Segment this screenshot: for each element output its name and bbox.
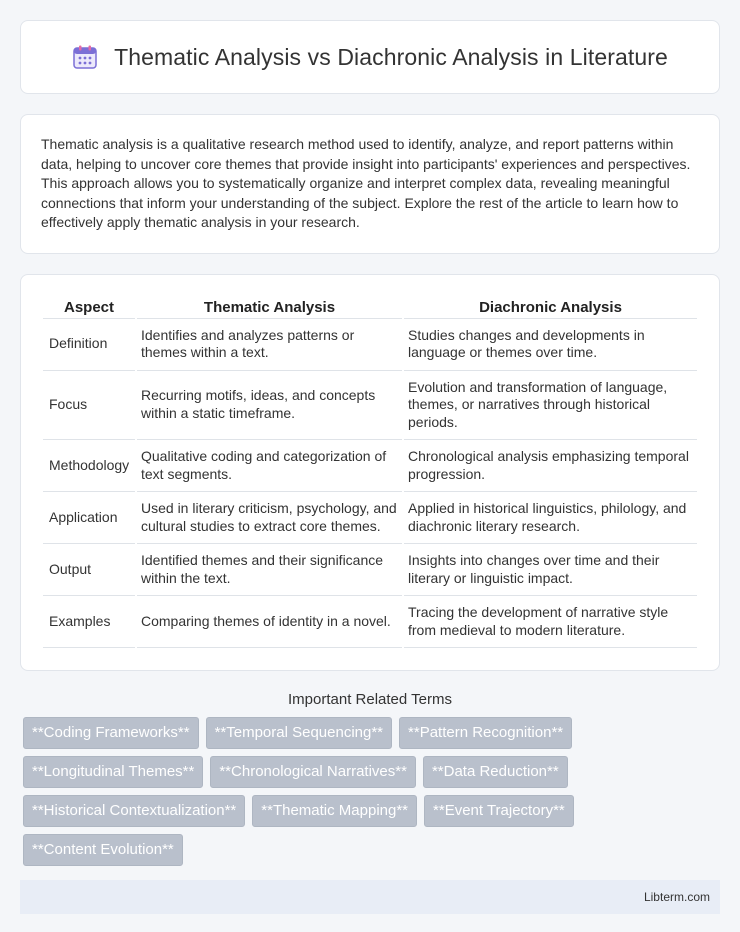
row-thematic: Qualitative coding and categorization of text segments. bbox=[137, 440, 402, 492]
tag-longitudinal-themes[interactable]: **Longitudinal Themes** bbox=[23, 756, 203, 788]
row-diachronic: Evolution and transformation of language, themes, or narratives through historical periods. bbox=[404, 371, 697, 441]
tag-content-evolution[interactable]: **Content Evolution** bbox=[23, 834, 183, 866]
row-diachronic: Insights into changes over time and their literary or linguistic impact. bbox=[404, 544, 697, 596]
intro-card bbox=[20, 114, 720, 254]
comparison-card bbox=[20, 274, 720, 672]
tag-thematic-mapping[interactable]: **Thematic Mapping** bbox=[252, 795, 417, 827]
header-diachronic: Diachronic Analysis bbox=[404, 295, 697, 319]
row-aspect: Examples bbox=[43, 596, 135, 648]
intro-text: Thematic analysis is a qualitative research method used to identify, analyze, and report patterns within data, helping to uncover core themes that provide insight into participants' experiences and perspectives. This approach allows you to systematically organize and interpret complex data, revealing meaningful connections that inform your understanding of the subject. Explore the rest of the article to learn how to effectively apply thematic analysis in your research. bbox=[41, 136, 691, 230]
tag-event-trajectory[interactable]: **Event Trajectory** bbox=[424, 795, 574, 827]
tag-temporal-sequencing[interactable]: **Temporal Sequencing** bbox=[206, 717, 392, 749]
tag-historical-contextualization[interactable]: **Historical Contextualization** bbox=[23, 795, 245, 827]
row-aspect: Definition bbox=[43, 319, 135, 371]
tag-data-reduction[interactable]: **Data Reduction** bbox=[423, 756, 568, 788]
row-thematic: Comparing themes of identity in a novel. bbox=[137, 596, 402, 648]
page-title: Thematic Analysis vs Diachronic Analysis in Literature bbox=[114, 43, 668, 70]
related-terms-tags bbox=[20, 717, 720, 866]
row-aspect: Output bbox=[43, 544, 135, 596]
row-thematic: Identifies and analyzes patterns or themes within a text. bbox=[137, 319, 402, 371]
related-terms-title: Important Related Terms bbox=[288, 691, 452, 708]
row-thematic: Recurring motifs, ideas, and concepts within a static timeframe. bbox=[137, 371, 402, 441]
related-terms-section bbox=[20, 691, 720, 866]
calendar-icon bbox=[72, 44, 98, 70]
tag-chronological-narratives[interactable]: **Chronological Narratives** bbox=[210, 756, 416, 788]
row-diachronic: Applied in historical linguistics, philology, and diachronic literary research. bbox=[404, 492, 697, 544]
row-diachronic: Studies changes and developments in language or themes over time. bbox=[404, 319, 697, 371]
table-row bbox=[43, 492, 697, 544]
footer bbox=[20, 880, 720, 914]
comparison-table bbox=[41, 295, 699, 649]
header-card bbox=[20, 20, 720, 94]
header-aspect: Aspect bbox=[43, 295, 135, 319]
header-thematic: Thematic Analysis bbox=[137, 295, 402, 319]
row-diachronic: Chronological analysis emphasizing temporal progression. bbox=[404, 440, 697, 492]
row-aspect: Methodology bbox=[43, 440, 135, 492]
footer-site-link[interactable]: Libterm.com bbox=[643, 890, 710, 904]
tag-pattern-recognition[interactable]: **Pattern Recognition** bbox=[399, 717, 572, 749]
row-aspect: Application bbox=[43, 492, 135, 544]
table-row bbox=[43, 440, 697, 492]
row-aspect: Focus bbox=[43, 371, 135, 441]
table-header-row bbox=[43, 295, 697, 319]
table-row bbox=[43, 371, 697, 441]
row-thematic: Used in literary criticism, psychology, and cultural studies to extract core themes. bbox=[137, 492, 402, 544]
row-diachronic: Tracing the development of narrative style from medieval to modern literature. bbox=[404, 596, 697, 648]
row-thematic: Identified themes and their significance within the text. bbox=[137, 544, 402, 596]
tag-coding-frameworks[interactable]: **Coding Frameworks** bbox=[23, 717, 199, 749]
table-row bbox=[43, 544, 697, 596]
table-row bbox=[43, 319, 697, 371]
table-row bbox=[43, 596, 697, 648]
